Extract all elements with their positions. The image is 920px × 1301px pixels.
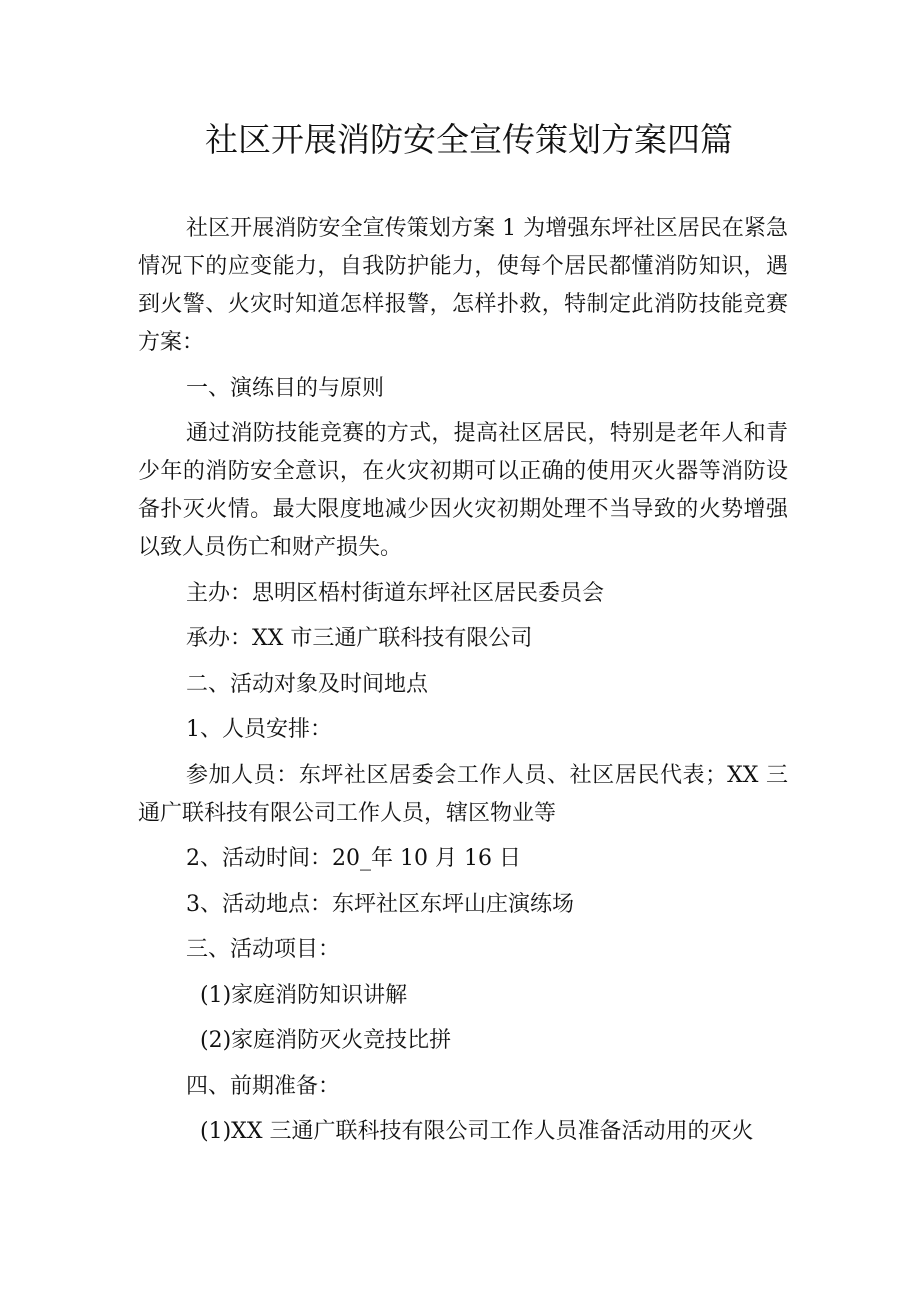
paragraph-location: 3、活动地点：东坪社区东坪山庄演练场 [186,891,574,917]
heading-section-2: 二、活动对象及时间地点 [186,671,429,697]
paragraph-time: 2、活动时间：20_年 10 月 16 日 [186,846,521,871]
list-item-prep-1: (1)XX 三通广联科技有限公司工作人员准备活动用的灭火 [200,1119,754,1144]
paragraph-organizer: 承办：XX 市三通广联科技有限公司 [186,626,533,651]
paragraph-purpose: 通过消防技能竞赛的方式，提高社区居民，特别是老年人和青少年的消防安全意识，在火灾初期可以正确的使用灭火器等消防设备扑灭火情。最大限度地减少因火灾初期处理不当导致的火势增强以致人员伤亡和财产损失。 [138,421,788,560]
document-title: 社区开展消防安全宣传策划方案四篇 [205,120,733,159]
heading-section-4: 四、前期准备： [186,1073,341,1099]
paragraph-staffing: 1、人员安排： [186,717,332,742]
document-body [138,210,788,1151]
paragraph-participants: 参加人员：东坪社区居委会工作人员、社区居民代表；XX 三通广联科技有限公司工作人员，辖区物业等 [138,762,788,826]
document-page [138,0,788,1159]
paragraph-host: 主办：思明区梧村街道东坪社区居民委员会 [186,580,605,606]
heading-section-1: 一、演练目的与原则 [186,375,385,401]
list-item-project-1: (1)家庭消防知识讲解 [200,982,408,1008]
paragraph-intro: 社区开展消防安全宣传策划方案 1 为增强东坪社区居民在紧急情况下的应变能力，自我防护能力，使每个居民都懂消防知识，遇到火警、火灾时知道怎样报警，怎样扑救，特制定此消防技能竞赛方案： [138,216,788,355]
list-item-project-2: (2)家庭消防灭火竞技比拼 [200,1028,452,1053]
heading-section-3: 三、活动项目： [186,937,341,962]
